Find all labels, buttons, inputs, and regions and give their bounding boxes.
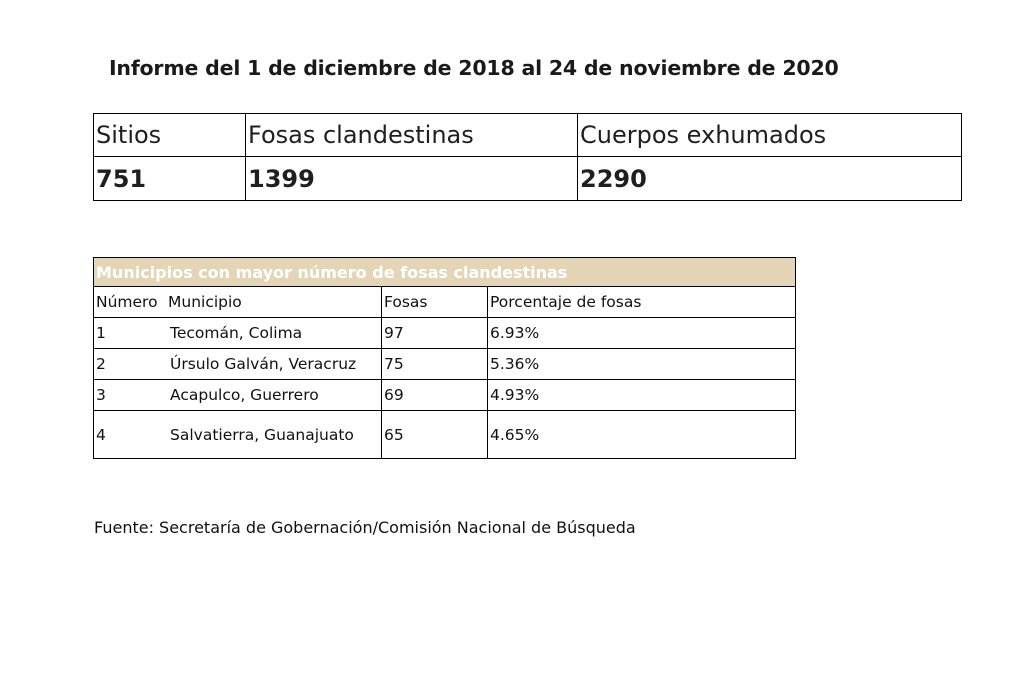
value-cuerpos-exhumados: 2290 — [578, 157, 962, 201]
row-fosas: 65 — [382, 411, 488, 459]
header-numero-municipio — [94, 287, 382, 318]
summary-values-row — [94, 157, 962, 201]
row-porcentaje: 4.93% — [488, 380, 796, 411]
municipios-header-row — [94, 287, 796, 318]
municipios-caption: Municipios con mayor número de fosas clandestinas — [94, 258, 796, 287]
row-numero: 4 — [96, 425, 106, 444]
row-numero-municipio — [94, 318, 382, 349]
row-numero-municipio — [94, 349, 382, 380]
row-porcentaje: 4.65% — [488, 411, 796, 459]
row-municipio: Úrsulo Galván, Veracruz — [170, 355, 357, 373]
header-sitios: Sitios — [94, 114, 246, 157]
table-row — [94, 349, 796, 380]
table-row — [94, 411, 796, 459]
row-municipio: Acapulco, Guerrero — [170, 386, 319, 404]
row-municipio: Tecomán, Colima — [170, 324, 303, 342]
value-sitios: 751 — [94, 157, 246, 201]
header-fosas: Fosas — [382, 287, 488, 318]
table-row — [94, 318, 796, 349]
row-porcentaje: 6.93% — [488, 318, 796, 349]
municipios-caption-row — [94, 258, 796, 287]
row-numero: 2 — [96, 355, 106, 373]
header-municipio: Municipio — [168, 293, 242, 311]
municipios-table — [93, 257, 796, 459]
source-note: Fuente: Secretaría de Gobernación/Comisión Nacional de Búsqueda — [94, 518, 636, 537]
row-fosas: 97 — [382, 318, 488, 349]
summary-header-row — [94, 114, 962, 157]
value-fosas-clandestinas: 1399 — [246, 157, 578, 201]
row-municipio: Salvatierra, Guanajuato — [170, 425, 354, 444]
table-row — [94, 380, 796, 411]
report-title: Informe del 1 de diciembre de 2018 al 24 de noviembre de 2020 — [109, 56, 839, 80]
row-fosas: 75 — [382, 349, 488, 380]
row-porcentaje: 5.36% — [488, 349, 796, 380]
row-numero: 1 — [96, 324, 106, 342]
row-fosas: 69 — [382, 380, 488, 411]
header-numero: Número — [96, 293, 158, 311]
row-numero-municipio — [94, 411, 382, 459]
row-numero-municipio — [94, 380, 382, 411]
header-fosas-clandestinas: Fosas clandestinas — [246, 114, 578, 157]
summary-table — [93, 113, 962, 201]
row-numero: 3 — [96, 386, 106, 404]
header-porcentaje: Porcentaje de fosas — [488, 287, 796, 318]
header-cuerpos-exhumados: Cuerpos exhumados — [578, 114, 962, 157]
